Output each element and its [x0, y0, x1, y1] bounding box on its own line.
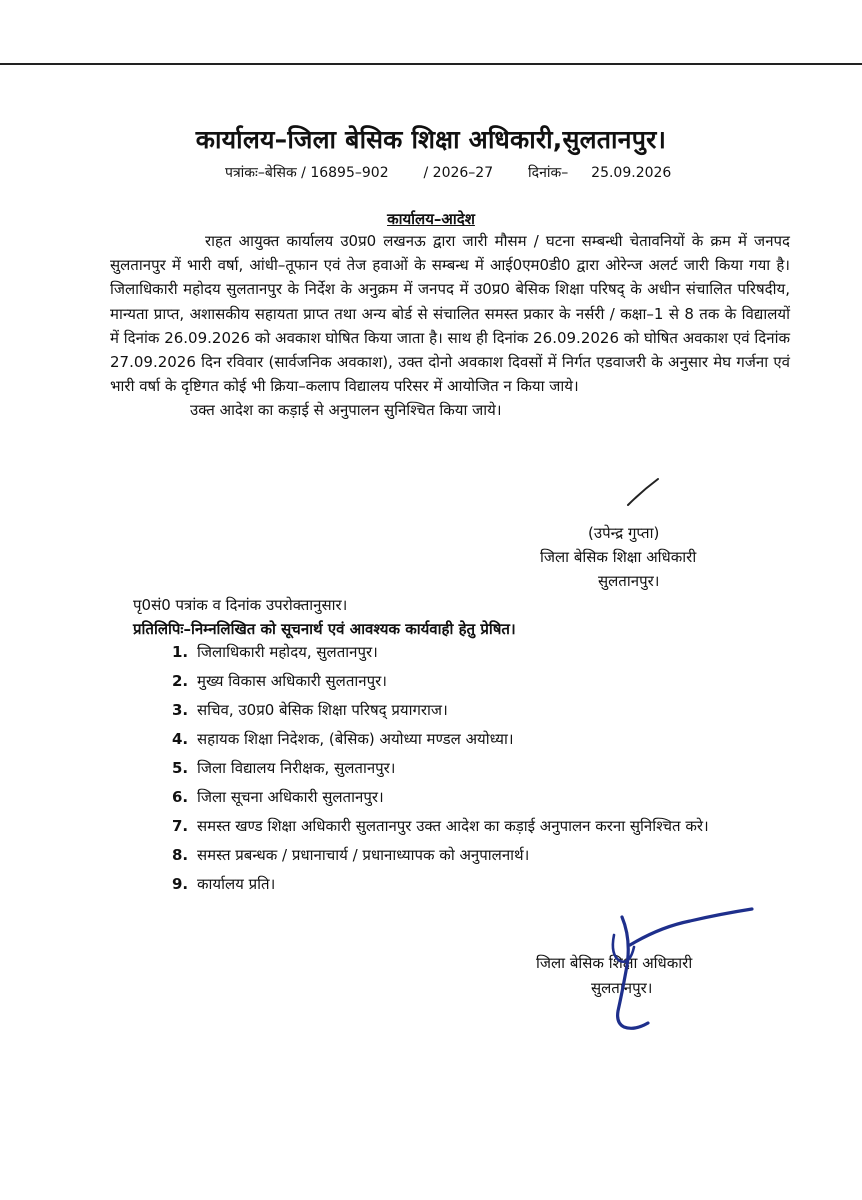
list-item-text: जिला विद्यालय निरीक्षक, सुलतानपुर।	[197, 759, 396, 777]
list-item-number: 5.	[172, 759, 189, 777]
list-item	[172, 757, 792, 780]
handwritten-signature-icon	[590, 905, 760, 1035]
list-item-number: 3.	[172, 701, 189, 719]
footer-designation: जिला बेसिक शिक्षा अधिकारी	[536, 954, 693, 972]
list-item-number: 8.	[172, 846, 189, 864]
date-label: दिनांक–	[528, 165, 569, 181]
signature-mark-icon	[620, 475, 670, 515]
order-paragraph-2: उक्त आदेश का कड़ाई से अनुपालन सुनिश्चित किया जाये।	[190, 401, 502, 420]
list-item-text: समस्त प्रबन्धक / प्रधानाचार्य / प्रधानाध्यापक को अनुपालनार्थ।	[197, 846, 530, 864]
order-heading: कार्यालय–आदेश	[387, 210, 475, 228]
list-item	[172, 641, 792, 664]
list-item-number: 4.	[172, 730, 189, 748]
list-item-number: 6.	[172, 788, 189, 806]
list-item-number: 2.	[172, 672, 189, 690]
list-item	[172, 670, 792, 693]
list-item-text: मुख्य विकास अधिकारी सुलतानपुर।	[197, 672, 387, 690]
list-item-text: कार्यालय प्रति।	[197, 875, 276, 893]
list-item-text: जिला सूचना अधिकारी सुलतानपुर।	[197, 788, 384, 806]
list-item	[172, 873, 792, 896]
list-item-number: 7.	[172, 817, 189, 835]
signatory-place: सुलतानपुर।	[598, 572, 660, 590]
copy-ref-line: पृ0सं0 पत्रांक व दिनांक उपरोक्तानुसार।	[133, 596, 348, 614]
office-title: कार्यालय–जिला बेसिक शिक्षा अधिकारी,सुलतानपुर।	[195, 125, 667, 154]
footer-place: सुलतानपुर।	[591, 979, 653, 997]
list-item	[172, 844, 792, 867]
ref-number: पत्रांकः–बेसिक / 16895–902	[225, 165, 389, 181]
date-value: 25.09.2026	[591, 165, 672, 181]
ref-session: / 2026–27	[423, 165, 494, 181]
top-rule	[0, 63, 862, 65]
signatory-block	[540, 521, 696, 593]
list-item	[172, 728, 792, 751]
list-item-number: 1.	[172, 643, 189, 661]
list-item-text: समस्त खण्ड शिक्षा अधिकारी सुलतानपुर उक्त आदेश का कड़ाई अनुपालन करना सुनिश्चित करे।	[197, 817, 709, 835]
list-item	[172, 699, 792, 722]
list-item	[172, 786, 792, 809]
list-item-text: सचिव, उ0प्र0 बेसिक शिक्षा परिषद् प्रयागराज।	[197, 701, 448, 719]
order-body	[110, 229, 790, 423]
reference-line	[225, 163, 671, 182]
signatory-designation: जिला बेसिक शिक्षा अधिकारी	[540, 548, 697, 566]
list-item-text: जिलाधिकारी महोदय, सुलतानपुर।	[197, 643, 378, 661]
list-item-number: 9.	[172, 875, 189, 893]
copy-list	[172, 641, 792, 902]
order-paragraph-1: राहत आयुक्त कार्यालय उ0प्र0 लखनऊ द्वारा जारी मौसम / घटना सम्बन्धी चेतावनियों के क्रम में जनपद सुलतानपुर में भारी वर्षा, आंधी–तूफान एवं तेज हवाओं के सम्बन्ध में आई0एम0डी0 द्वारा ओरेन्ज अलर्ट जारी किया गया है। जिलाधिकारी महोदय सुलतानपुर के निर्देश के अनुक्रम में जनपद में उ0प्र0 बेसिक शिक्षा परिषद् के अधीन संचालित परिषदीय, मान्यता प्राप्त, अशासकीय सहायता प्राप्त तथा अन्य बोर्ड से संचालित समस्त प्रकार के नर्सरी / कक्षा–1 से 8 तक के विद्यालयों में दिनांक 26.09.2026 को अवकाश घोषित किया जाता है। साथ ही दिनांक 26.09.2026 को घोषित अवकाश एवं दिनांक 27.09.2026 दिन रविवार (सार्वजनिक अवकाश), उक्त दोनो अवकाश दिवसों में निर्गत एडवाजरी के अनुसार मेघ गर्जना एवं भारी वर्षा के दृष्टिगत कोई भी क्रिया–कलाप विद्यालय परिसर में आयोजित न किया जाये।	[110, 232, 790, 396]
copy-header	[133, 593, 516, 641]
list-item-text: सहायक शिक्षा निदेशक, (बेसिक) अयोध्या मण्डल अयोध्या।	[197, 730, 514, 748]
signatory-name: (उपेन्द्र गुप्ता)	[588, 524, 660, 542]
list-item	[172, 815, 792, 838]
copy-heading: प्रतिलिपिः–निम्नलिखित को सूचनार्थ एवं आवश्यक कार्यवाही हेतु प्रेषित।	[133, 620, 516, 638]
